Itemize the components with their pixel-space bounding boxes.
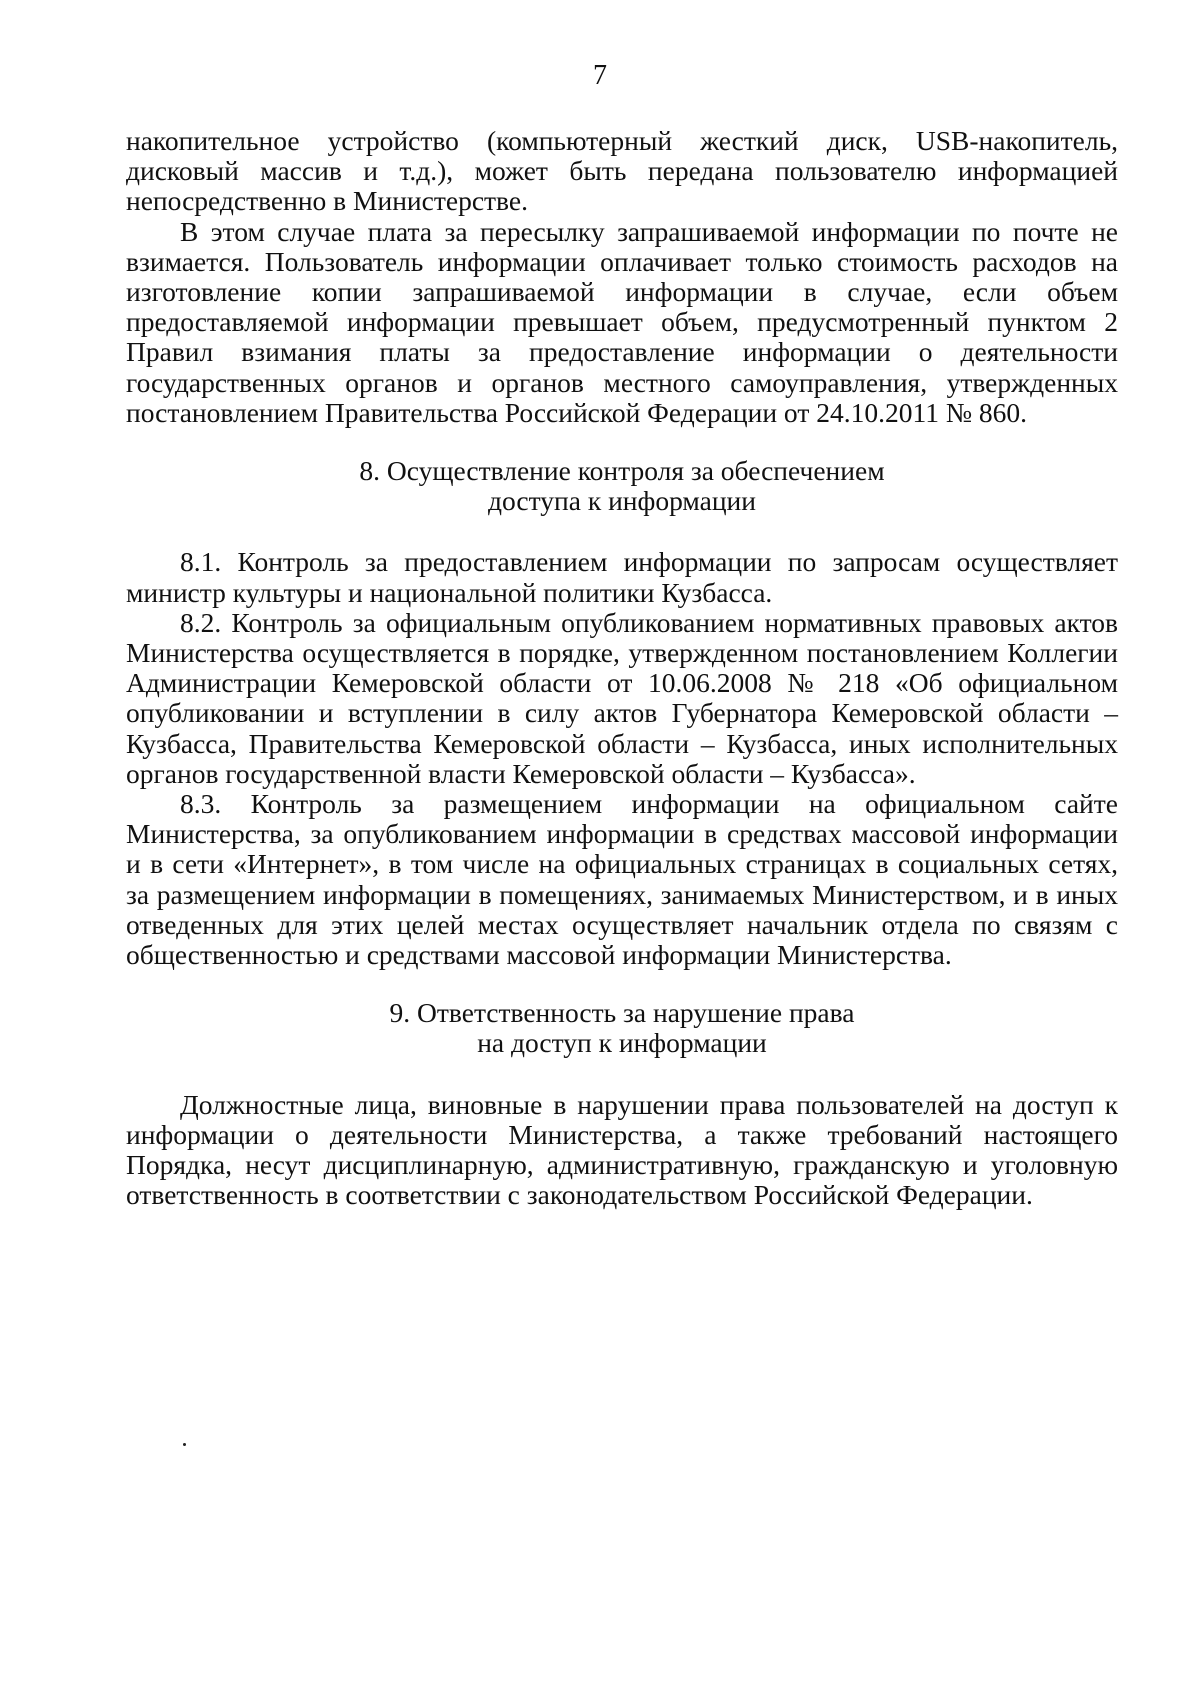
clause-8-2: 8.2. Контроль за официальным опубликованием нормативных правовых актов Министерства осуществляется в порядке, утвержденном постановлением Коллегии Администрации Кемеровской области от 10.06.2008 № 218 «Об официальном опубликовании и вступлении в силу актов Губернатора Кемеровской области – Кузбасса, Правительства Кемеровской области – Кузбасса, иных исполнительных органов государственной власти Кемеровской области – Кузбасса». bbox=[126, 606, 1118, 789]
section-spacer bbox=[126, 428, 1118, 456]
section-8-heading-line-2: доступа к информации bbox=[488, 485, 756, 517]
scan-dot-mark bbox=[183, 1443, 186, 1446]
continuation-paragraph: накопительное устройство (компьютерный жесткий диск, USB-накопитель, дисковый массив и т.д.), может быть передана пользователю информацией непосредственно в Министерстве. bbox=[126, 125, 1118, 217]
clause-8-3: 8.3. Контроль за размещением информации на официальном сайте Министерства, за опубликованием информации в средствах массовой информации и в сети «Интернет», в том числе на официальных страницах в социальных сетях, за размещением информации в помещениях, занимаемых Министерством, и в иных отведенных для этих целей местах осуществляет начальник отдела по связям с общественностью и средствами массовой информации Министерства. bbox=[126, 788, 1118, 971]
section-spacer bbox=[126, 970, 1118, 998]
clause-8-1: 8.1. Контроль за предоставлением информации по запросам осуществляет министр культуры и национальной политики Кузбасса. bbox=[126, 546, 1118, 608]
document-body bbox=[126, 126, 1118, 1211]
fee-paragraph: В этом случае плата за пересылку запрашиваемой информации по почте не взимается. Пользователь информации оплачивает только стоимость расходов на изготовление копии запрашиваемой информации в случае, если объем предоставляемой информации превышает объем, предусмотренный пунктом 2 Правил взимания платы за предоставление информации о деятельности государственных органов и органов местного самоуправления, утвержденных постановлением Правительства Российской Федерации от 24.10.2011 № 860. bbox=[126, 215, 1118, 428]
liability-paragraph: Должностные лица, виновные в нарушении права пользователей на доступ к информации о деятельности Министерства, а также требований настоящего Порядка, несут дисциплинарную, административную, гражданскую и уголовную ответственность в соответствии с законодательством Российской Федерации. bbox=[126, 1088, 1118, 1211]
heading-spacer bbox=[126, 516, 1118, 547]
section-8-heading-line-1: 8. Осуществление контроля за обеспечением bbox=[359, 455, 885, 487]
section-9-heading-line-1: 9. Ответственность за нарушение права bbox=[389, 997, 855, 1029]
page-number: 7 bbox=[593, 60, 607, 91]
section-9-heading-line-2: на доступ к информации bbox=[477, 1027, 767, 1059]
heading-spacer bbox=[126, 1059, 1118, 1090]
